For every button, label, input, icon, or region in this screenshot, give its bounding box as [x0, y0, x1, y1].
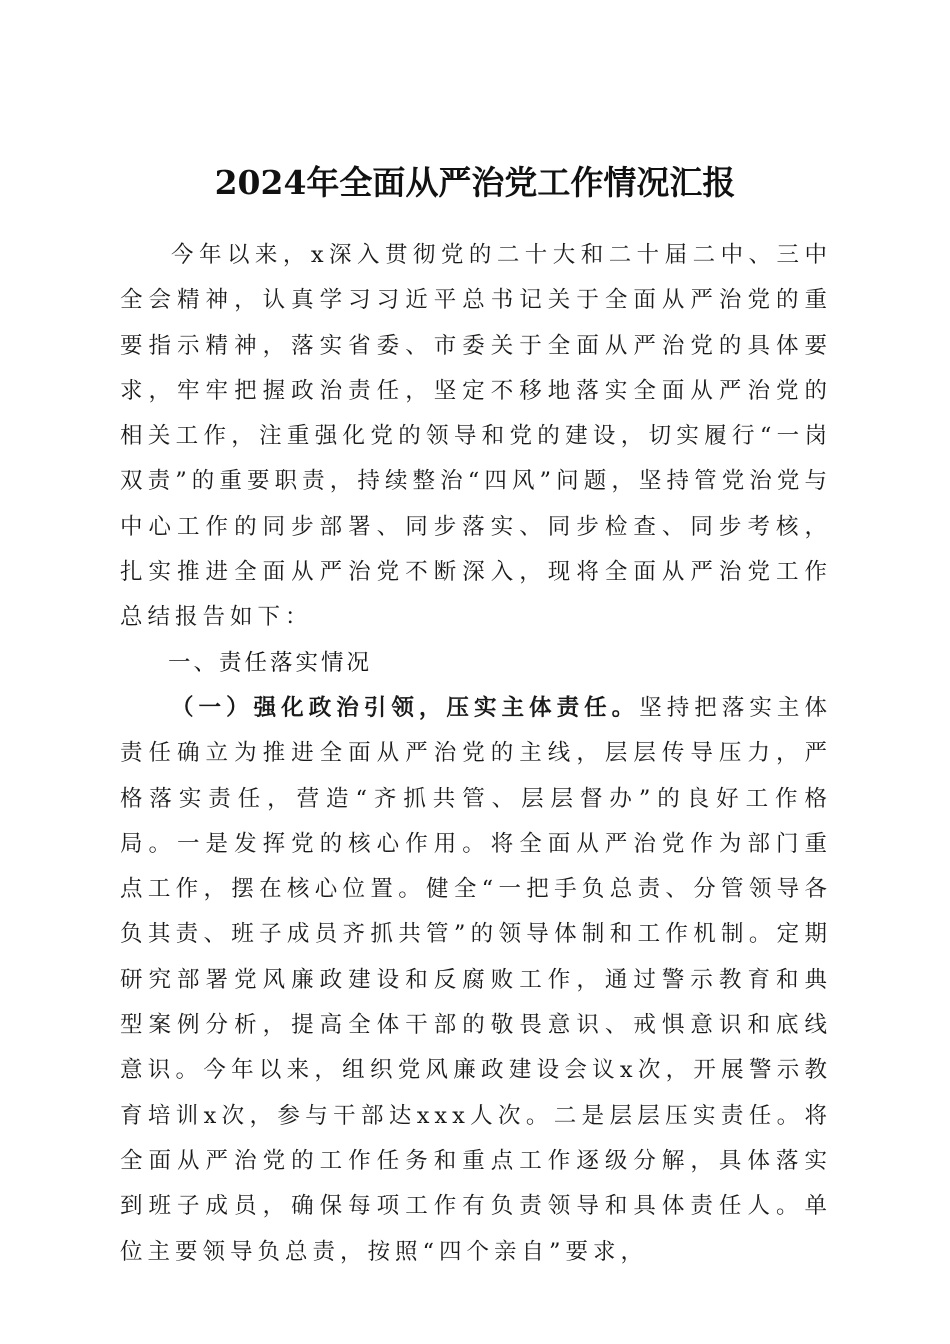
subsection-body: 坚持把落实主体责任确立为推进全面从严治党的主线，层层传导压力，严格落实责任，营造“齐抓共管、层层督办”的良好工作格局。一是发挥党的核心作用。将全面从严治党作为部门重点工作，摆在核心位置。健全“一把手负总责、分管领导各负其责、班子成员齐抓共管”的领导体制和工作机制。定期研究部署党风廉政建设和反腐败工作，通过警示教育和典型案例分析，提高全体干部的敬畏意识、戒惧意识和底线意识。今年以来，组织党风廉政建设会议x次，开展警示教育培训x次，参与干部达xxx人次。二是层层压实责任。将全面从严治党的工作任务和重点工作逐级分解，具体落实到班子成员，确保每项工作有负责领导和具体责任人。单位主要领导负总责，按照“四个亲自”要求，	[120, 694, 832, 1265]
subsection-title: （一）强化政治引领，压实主体责任。	[171, 694, 640, 721]
document-title: 2024年全面从严治党工作情况汇报	[214, 163, 736, 203]
section-heading: 一、责任落实情况	[168, 649, 373, 676]
document-body	[120, 233, 832, 1275]
subsection-paragraph	[120, 686, 832, 1275]
intro-paragraph: 今年以来，x深入贯彻党的二十大和二十届二中、三中全会精神，认真学习习近平总书记关于全面从严治党的重要指示精神，落实省委、市委关于全面从严治党的具体要求，牢牢把握政治责任，坚定不移地落实全面从严治党的相关工作，注重强化党的领导和党的建设，切实履行“一岗双责”的重要职责，持续整治“四风”问题，坚持管党治党与中心工作的同步部署、同步落实、同步检查、同步考核，扎实推进全面从严治党不断深入，现将全面从严治党工作总结报告如下：	[120, 242, 832, 631]
